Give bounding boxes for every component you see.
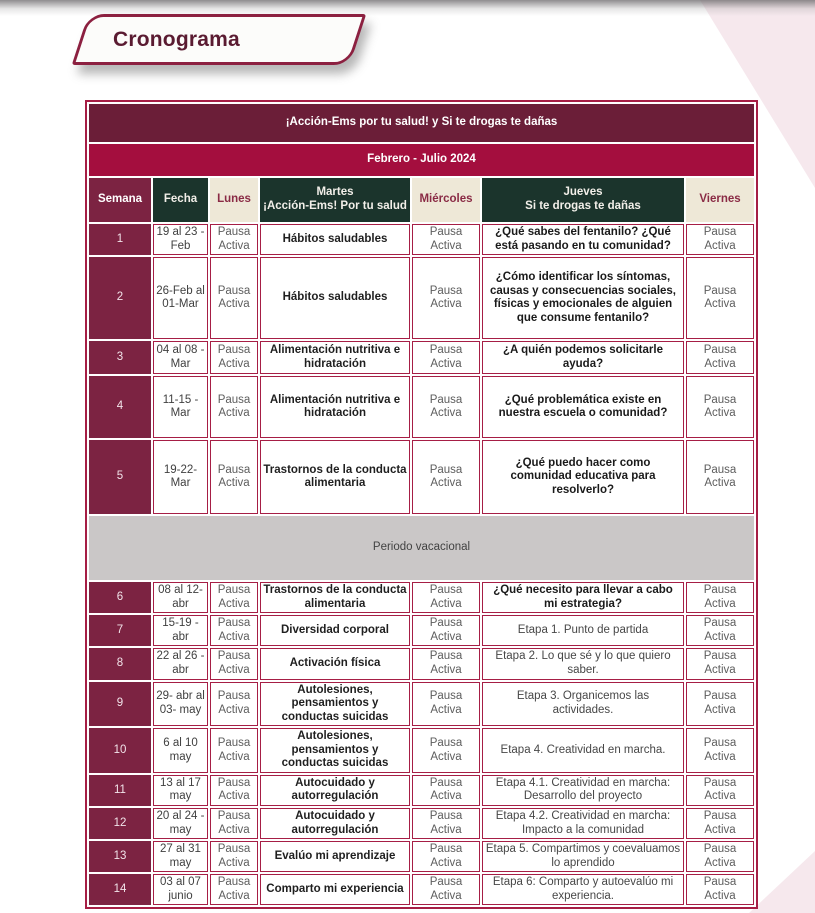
martes-activity-cell: Trastornos de la conducta alimentaria [260, 582, 410, 613]
jueves-topic-cell: ¿Qué puedo hacer como comunidad educativa para resolverlo? [482, 440, 684, 514]
viernes-cell: Pausa Activa [686, 874, 754, 905]
table-row [89, 615, 754, 646]
viernes-cell: Pausa Activa [686, 341, 754, 374]
week-number: 10 [89, 728, 151, 773]
jueves-label: Jueves [563, 186, 603, 199]
viernes-cell: Pausa Activa [686, 376, 754, 438]
jueves-topic-cell: Etapa 3. Organicemos las actividades. [482, 682, 684, 727]
date-cell: 08 al 12- abr [153, 582, 208, 613]
table-row [89, 224, 754, 255]
lunes-cell: Pausa Activa [210, 341, 258, 374]
miercoles-cell: Pausa Activa [412, 648, 480, 679]
col-header-fecha: Fecha [153, 178, 208, 222]
martes-activity-cell: Hábitos saludables [260, 224, 410, 255]
viernes-cell: Pausa Activa [686, 775, 754, 806]
corner-decoration-bottom-right [749, 851, 815, 913]
lunes-cell: Pausa Activa [210, 648, 258, 679]
table-subtitle-row [89, 144, 754, 176]
martes-activity-cell: Hábitos saludables [260, 257, 410, 339]
miercoles-cell: Pausa Activa [412, 224, 480, 255]
jueves-topic-cell: ¿Cómo identificar los síntomas, causas y consecuencias sociales, físicas y emocionales de alguien que consume fentanilo? [482, 257, 684, 339]
martes-activity-cell: Autocuidado y autorregulación [260, 808, 410, 839]
date-cell: 11-15 - Mar [153, 376, 208, 438]
date-cell: 27 al 31 may [153, 841, 208, 872]
lunes-cell: Pausa Activa [210, 874, 258, 905]
jueves-topic-cell: Etapa 4. Creatividad en marcha. [482, 728, 684, 773]
lunes-cell: Pausa Activa [210, 775, 258, 806]
viernes-cell: Pausa Activa [686, 257, 754, 339]
week-number: 3 [89, 341, 151, 374]
table-row [89, 728, 754, 773]
table-row [89, 376, 754, 438]
table-row [89, 257, 754, 339]
col-header-martes [260, 178, 410, 222]
miercoles-cell: Pausa Activa [412, 808, 480, 839]
col-header-viernes: Viernes [686, 178, 754, 222]
lunes-cell: Pausa Activa [210, 440, 258, 514]
martes-activity-cell: Autolesiones, pensamientos y conductas suicidas [260, 728, 410, 773]
date-cell: 29- abr al 03- may [153, 682, 208, 727]
viernes-cell: Pausa Activa [686, 682, 754, 727]
viernes-cell: Pausa Activa [686, 728, 754, 773]
jueves-topic-cell: ¿Qué necesito para llevar a cabo mi estrategia? [482, 582, 684, 613]
miercoles-cell: Pausa Activa [412, 440, 480, 514]
week-number: 8 [89, 648, 151, 679]
col-header-jueves [482, 178, 684, 222]
lunes-cell: Pausa Activa [210, 257, 258, 339]
table-row [89, 874, 754, 905]
martes-activity-cell: Activación física [260, 648, 410, 679]
martes-label: Martes [316, 186, 354, 199]
week-number: 12 [89, 808, 151, 839]
date-cell: 22 al 26 - abr [153, 648, 208, 679]
martes-activity-cell: Autolesiones, pensamientos y conductas suicidas [260, 682, 410, 727]
vacation-row [89, 516, 754, 580]
date-cell: 20 al 24 - may [153, 808, 208, 839]
table-row [89, 440, 754, 514]
date-cell: 15-19 - abr [153, 615, 208, 646]
schedule-table [85, 100, 758, 909]
date-cell: 26-Feb al 01-Mar [153, 257, 208, 339]
miercoles-cell: Pausa Activa [412, 341, 480, 374]
lunes-cell: Pausa Activa [210, 615, 258, 646]
jueves-sublabel: Si te drogas te dañas [525, 200, 641, 212]
col-header-lunes: Lunes [210, 178, 258, 222]
col-header-semana: Semana [89, 178, 151, 222]
lunes-cell: Pausa Activa [210, 808, 258, 839]
jueves-topic-cell: Etapa 2. Lo que sé y lo que quiero saber. [482, 648, 684, 679]
lunes-cell: Pausa Activa [210, 224, 258, 255]
week-number: 6 [89, 582, 151, 613]
viernes-cell: Pausa Activa [686, 224, 754, 255]
date-cell: 19-22- Mar [153, 440, 208, 514]
jueves-topic-cell: Etapa 1. Punto de partida [482, 615, 684, 646]
table-header-row [89, 178, 754, 222]
week-number: 1 [89, 224, 151, 255]
jueves-topic-cell: ¿A quién podemos solicitarle ayuda? [482, 341, 684, 374]
week-number: 14 [89, 874, 151, 905]
martes-activity-cell: Alimentación nutritiva e hidratación [260, 341, 410, 374]
week-number: 4 [89, 376, 151, 438]
week-number: 5 [89, 440, 151, 514]
martes-activity-cell: Autocuidado y autorregulación [260, 775, 410, 806]
miercoles-cell: Pausa Activa [412, 376, 480, 438]
martes-activity-cell: Trastornos de la conducta alimentaria [260, 440, 410, 514]
martes-activity-cell: Evalúo mi aprendizaje [260, 841, 410, 872]
table-title-row [89, 104, 754, 142]
miercoles-cell: Pausa Activa [412, 874, 480, 905]
viernes-cell: Pausa Activa [686, 440, 754, 514]
miercoles-cell: Pausa Activa [412, 615, 480, 646]
table-row [89, 648, 754, 679]
week-number: 7 [89, 615, 151, 646]
jueves-topic-cell: Etapa 4.2. Creatividad en marcha: Impacto a la comunidad [482, 808, 684, 839]
lunes-cell: Pausa Activa [210, 582, 258, 613]
miercoles-cell: Pausa Activa [412, 775, 480, 806]
table-subtitle: Febrero - Julio 2024 [89, 144, 754, 176]
lunes-cell: Pausa Activa [210, 728, 258, 773]
date-cell: 03 al 07 junio [153, 874, 208, 905]
miercoles-cell: Pausa Activa [412, 257, 480, 339]
table-title: ¡Acción-Ems por tu salud! y Si te drogas te dañas [89, 104, 754, 142]
miercoles-cell: Pausa Activa [412, 841, 480, 872]
lunes-cell: Pausa Activa [210, 376, 258, 438]
date-cell: 19 al 23 - Feb [153, 224, 208, 255]
jueves-topic-cell: ¿Qué sabes del fentanilo? ¿Qué está pasando en tu comunidad? [482, 224, 684, 255]
miercoles-cell: Pausa Activa [412, 728, 480, 773]
martes-activity-cell: Diversidad corporal [260, 615, 410, 646]
miercoles-cell: Pausa Activa [412, 682, 480, 727]
viernes-cell: Pausa Activa [686, 615, 754, 646]
page-title: Cronograma [113, 28, 240, 51]
table-row [89, 341, 754, 374]
table-row [89, 582, 754, 613]
lunes-cell: Pausa Activa [210, 682, 258, 727]
martes-activity-cell: Alimentación nutritiva e hidratación [260, 376, 410, 438]
vacation-period-label: Periodo vacacional [89, 516, 754, 580]
jueves-topic-cell: Etapa 5. Compartimos y coevaluamos lo aprendido [482, 841, 684, 872]
viernes-cell: Pausa Activa [686, 841, 754, 872]
week-number: 9 [89, 682, 151, 727]
viernes-cell: Pausa Activa [686, 648, 754, 679]
table-row [89, 682, 754, 727]
jueves-topic-cell: ¿Qué problemática existe en nuestra escuela o comunidad? [482, 376, 684, 438]
table-row [89, 841, 754, 872]
martes-sublabel: ¡Acción-Ems! Por tu salud [263, 200, 407, 212]
table-row [89, 808, 754, 839]
lunes-cell: Pausa Activa [210, 841, 258, 872]
date-cell: 04 al 08 - Mar [153, 341, 208, 374]
martes-activity-cell: Comparto mi experiencia [260, 874, 410, 905]
jueves-topic-cell: Etapa 4.1. Creatividad en marcha: Desarrollo del proyecto [482, 775, 684, 806]
date-cell: 6 al 10 may [153, 728, 208, 773]
date-cell: 13 al 17 may [153, 775, 208, 806]
table-row [89, 775, 754, 806]
week-number: 13 [89, 841, 151, 872]
week-number: 2 [89, 257, 151, 339]
viernes-cell: Pausa Activa [686, 808, 754, 839]
week-number: 11 [89, 775, 151, 806]
viernes-cell: Pausa Activa [686, 582, 754, 613]
cronograma-badge [72, 14, 367, 65]
miercoles-cell: Pausa Activa [412, 582, 480, 613]
col-header-miercoles: Miércoles [412, 178, 480, 222]
jueves-topic-cell: Etapa 6: Comparto y autoevalúo mi experiencia. [482, 874, 684, 905]
